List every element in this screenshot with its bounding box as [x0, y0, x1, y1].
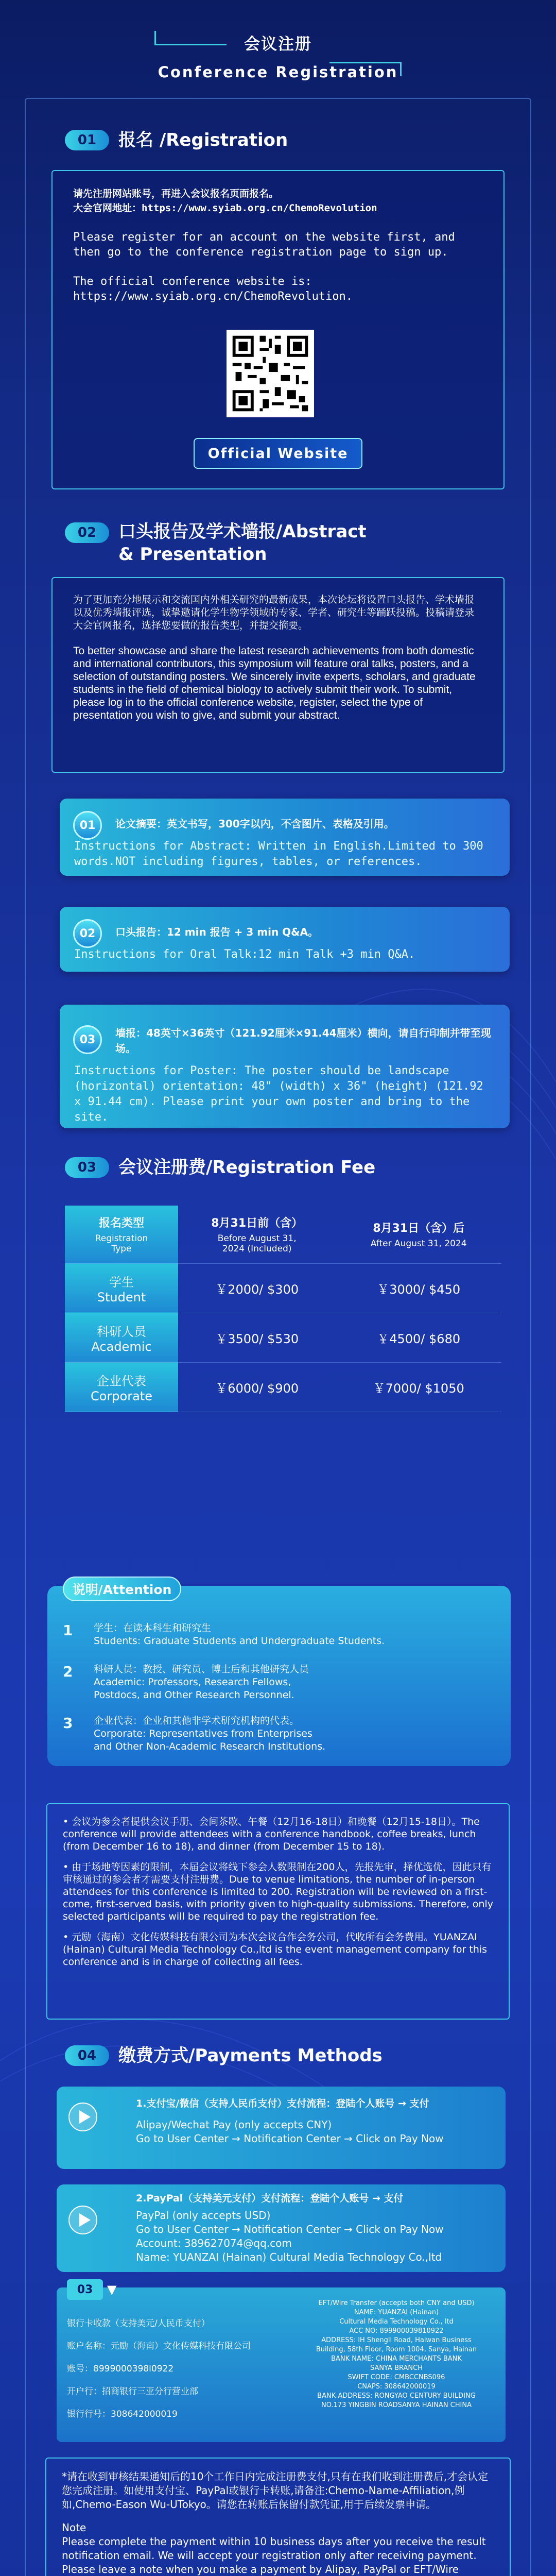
attention-tag: 说明/Attention	[63, 1577, 181, 1601]
bank-details-zh	[67, 2312, 288, 2426]
registration-fee-table	[65, 1206, 501, 1412]
note-item: • 会议为参会者提供会议手册、会间茶歇、午餐（12月16-18日）和晚餐（12月15-18日）。The conference will provide attendees with a conference handbook, coffee breaks, lunch (from December 16 to 18), and dinner (from December 15 to 18).	[63, 1816, 480, 1852]
payment-note-label: Note	[62, 2521, 86, 2534]
bank-details-en	[299, 2299, 494, 2410]
abstract-item-card	[60, 1005, 510, 1128]
attention-text-en: Academic: Professors, Research Fellows, Postdocs, and Other Research Personnel.	[94, 1676, 294, 1701]
header-before-en: Before August 31, 2024 (Included)	[217, 1233, 297, 1255]
bank-line: ACC NO: 899900039810922	[349, 2327, 444, 2335]
bank-line: ADDRESS: lH Shengli Road, Haiwan Business	[321, 2336, 472, 2344]
attention-text	[94, 1622, 385, 1648]
page-header	[0, 31, 556, 81]
website-label: The official conference website is: https://www.syiab.org.cn/ChemoRevolution.	[73, 275, 353, 303]
payment-line: Alipay/Wechat Pay (only accepts CNY)	[136, 2119, 332, 2131]
payment-note-card	[45, 2458, 511, 2576]
attention-number: 3	[63, 1715, 73, 1732]
abstract-item-card	[60, 907, 510, 972]
attention-item	[63, 1622, 385, 1648]
attention-text-zh: 企业代表：企业和其他非学术研究机构的代表。	[94, 1715, 300, 1726]
section-number: 01	[65, 130, 109, 150]
header-divider-left	[154, 31, 227, 45]
item-text-zh: 墙报：48英寸×36英寸（121.92厘米×91.44厘米）横向，请自行印制并带至现场。	[115, 1027, 491, 1055]
payment-line: PayPal (only accepts USD)	[136, 2209, 271, 2222]
notes-card	[46, 1803, 510, 2020]
official-website-button[interactable]: Official Website	[194, 438, 362, 469]
page-title-zh: 会议注册	[244, 35, 312, 54]
section-number: 03	[65, 1157, 109, 1178]
header-type-zh: 报名类型	[98, 1217, 144, 1230]
section-number: 02	[65, 522, 109, 543]
payment-line: Go to User Center → Notification Center → Click on Pay Now	[136, 2132, 444, 2145]
bank-line: NO.173 YINGBIN ROADSANYA HAINAN CHINA	[321, 2401, 472, 2409]
row-before: ￥2000/ $300	[178, 1263, 336, 1313]
attention-text	[94, 1663, 309, 1702]
item-number-badge: 03	[73, 1025, 102, 1054]
row-after: ￥4500/ $680	[336, 1313, 501, 1362]
row-before: ￥6000/ $900	[178, 1362, 336, 1412]
chevron-down-icon: ▼	[107, 2282, 117, 2297]
bank-line: SWIFT CODE: CMBCCNBS096	[348, 2374, 445, 2381]
header-divider-right	[329, 62, 402, 76]
bank-line: CNAPS: 308642000019	[357, 2383, 436, 2391]
payment-note-zh: *请在收到审核结果通知后的10个工作日内完成注册费支付,只有在我们收到注册费后,才会认定您完成注册。如使用支付宝、PayPal或银行卡转账,请备注:Chemo-Name-Affiliation,例如,Chemo-Eason Wu-UTokyo。请您在转账后保留付款凭证,用于后续发票申请。	[62, 2470, 489, 2511]
bank-tag	[67, 2279, 116, 2300]
bank-line: Building, 58th Floor, Room 1004, Sanya, Hainan	[316, 2346, 477, 2353]
bank-line: 账号：8999000398l0922	[67, 2364, 174, 2374]
table-header-row	[65, 1206, 501, 1263]
item-text-en: Instructions for Poster: The poster should be landscape (horizontal) orientation: 48" (width) x 36" (height) (121.92 x 91.44 cm). Please print your own poster and bring to the site.	[74, 1064, 483, 1124]
qr-code[interactable]	[227, 330, 314, 417]
row-after: ￥3000/ $450	[336, 1263, 501, 1313]
row-type-en: Academic	[91, 1339, 152, 1354]
attention-card	[47, 1582, 511, 1766]
table-row	[65, 1313, 501, 1362]
item-text-en: Instructions for Abstract: Written in English.Limited to 300 words.NOT including figures, tables, or references.	[74, 840, 483, 868]
row-before: ￥3500/ $530	[178, 1313, 336, 1362]
qr-code-icon	[227, 330, 314, 417]
section-title: 会议注册费/Registration Fee	[118, 1157, 376, 1178]
paypal-name: Name: YUANZAI (Hainan) Cultural Media Technology Co.,ltd	[136, 2251, 442, 2263]
row-type-en: Corporate	[91, 1388, 152, 1403]
attention-text-zh: 学生：在读本科生和研究生	[94, 1622, 212, 1634]
abstract-intro-card	[51, 577, 505, 773]
abstract-item-card	[60, 799, 510, 876]
attention-text-zh: 科研人员：教授、研究员、博士后和其他研究人员	[94, 1664, 309, 1675]
section-registration-heading	[65, 129, 288, 151]
section-title: 报名 /Registration	[118, 130, 288, 150]
header-before	[178, 1206, 336, 1263]
table-row	[65, 1263, 501, 1313]
payment-line: 2.PayPal（支持美元支付）支付流程：登陆个人账号 → 支付	[136, 2193, 404, 2204]
bank-line: BANK NAME: CHINA MERCHANTS BANK	[331, 2355, 462, 2363]
row-type-zh: 企业代表	[97, 1374, 146, 1388]
header-before-zh: 8月31日前（含）	[211, 1217, 303, 1230]
section-abstract-heading	[65, 520, 367, 566]
item-text-zh: 口头报告：12 min 报告 + 3 min Q&A。	[115, 926, 319, 938]
registration-text-zh: 请先注册网站账号，再进入会议报名页面报名。 大会官网地址：https://www.syiab.org.cn/ChemoRevolution	[73, 188, 377, 214]
payment-line: Go to User Center → Notification Center → Click on Pay Now	[136, 2223, 444, 2235]
payment-line: 1.支付宝/微信（支持人民币支付）支付流程：登陆个人账号 → 支付	[136, 2098, 429, 2109]
section-title: 口头报告及学术墙报/Abstract & Presentation	[118, 521, 367, 565]
row-type	[65, 1263, 178, 1313]
bank-line: 账户名称：元励（海南）文化传媒科技有限公司	[67, 2341, 251, 2351]
bank-line: 银行卡收款（支持美元/人民币支付）	[67, 2318, 210, 2329]
page-title-en: Conference Registration	[158, 63, 398, 81]
section-number: 04	[65, 2045, 109, 2066]
abstract-text-en: To better showcase and share the latest research achievements from both domestic and international contributors, this symposium will feature oral talks, posters, and a selection of outstanding posters. We sincerely invite experts, scholars, and graduate students in the field of chemical biology to actively submit their work. To submit, please log in to the official conference website, register, select the type of presentation you wish to give, and submit your abstract.	[73, 645, 476, 721]
registration-text-en: Please register for an account on the website first, and then go to the conference registration page to sign up.	[73, 231, 455, 259]
attention-item	[63, 1663, 309, 1702]
note-item: • 元励（海南）文化传媒科技有限公司为本次会议合作会务公司，代收所有会务费用。YUANZAI (Hainan) Cultural Media Technology Co.,ltd is the event management company for this conference and is in charge of collecting all fees.	[63, 1931, 488, 1968]
bank-line: EFT/Wire Transfer (accepts both CNY and USD)	[318, 2299, 475, 2307]
row-type-zh: 学生	[109, 1275, 134, 1290]
bank-line: BANK ADDRESS: RONGYAO CENTURY BUILDING	[317, 2392, 476, 2400]
bank-line: NAME: YUANZAI (Hainan)	[354, 2309, 439, 2316]
play-icon	[68, 2102, 98, 2132]
paypal-account: Account: 389627074@qq.com	[136, 2237, 292, 2249]
bank-line: Cultural Media Technology Co., ltd	[339, 2318, 454, 2326]
note-item: • 由于场地等因素的限制，本届会议将线下参会人数限制在200人，先报先审，择优选优，因此只有审核通过的参会者才需要支付注册费。Due to venue limitations, the number of in-person attendees for this conference is limited to 200. Registration will be reviewed on a first-come, first-served basis, with priority given to high-quality submissions. Therefore, only selected participants will be required to pay the registration fee.	[63, 1861, 493, 1922]
bank-transfer-card	[57, 2282, 506, 2442]
header-type-en: Registration Type	[95, 1233, 148, 1255]
header-after-en: After August 31, 2024	[370, 1239, 467, 1249]
attention-text-en: Corporate: Representatives from Enterprises and Other Non-Academic Research Institutions.	[94, 1728, 326, 1752]
section-fee-heading	[65, 1156, 375, 1179]
attention-number: 2	[63, 1663, 73, 1680]
section-payment-heading	[65, 2044, 383, 2067]
bank-number: 03	[67, 2279, 103, 2300]
item-text-en: Instructions for Oral Talk:12 min Talk +3 min Q&A.	[74, 948, 415, 961]
item-text-zh: 论文摘要：英文书写，300字以内，不含图片、表格及引用。	[115, 818, 394, 830]
row-type-zh: 科研人员	[97, 1324, 146, 1339]
section-title: 缴费方式/Payments Methods	[118, 2045, 383, 2066]
bank-line: 银行行号：308642000019	[67, 2409, 178, 2419]
row-type	[65, 1313, 178, 1362]
item-number-badge: 02	[73, 919, 102, 948]
header-type	[65, 1206, 178, 1263]
header-after-zh: 8月31日（含）后	[373, 1222, 465, 1235]
item-number-badge: 01	[73, 811, 102, 840]
attention-text	[94, 1715, 325, 1753]
payment-method-card	[57, 2087, 506, 2169]
bank-line: 开户行：招商银行三亚分行营业部	[67, 2386, 198, 2397]
abstract-text-zh: 为了更加充分地展示和交流国内外相关研究的最新成果，本次论坛将设置口头报告、学术墙报以及优秀墙报评选，诚挚邀请化学生物学领域的专家、学者、研究生等踊跃投稿。投稿请登录大会官网报名，选择您要做的报告类型，并提交摘要。	[73, 595, 475, 631]
bank-line: SANYA BRANCH	[370, 2364, 423, 2372]
attention-text-en: Students: Graduate Students and Undergraduate Students.	[94, 1635, 385, 1647]
payment-note-en: Please complete the payment within 10 business days after you receive the result notification email. We will accept your registration only after receiving payment. Please leave a note when you make a payment by Alipay, PayPal or EFT/Wire	[62, 2535, 486, 2575]
row-after: ￥7000/ $1050	[336, 1362, 501, 1412]
attention-number: 1	[63, 1622, 73, 1639]
play-icon	[68, 2205, 98, 2235]
row-type	[65, 1362, 178, 1412]
row-type-en: Student	[97, 1290, 146, 1304]
table-row	[65, 1362, 501, 1412]
payment-method-card	[57, 2184, 506, 2272]
header-after	[336, 1206, 501, 1263]
attention-item	[63, 1715, 325, 1753]
